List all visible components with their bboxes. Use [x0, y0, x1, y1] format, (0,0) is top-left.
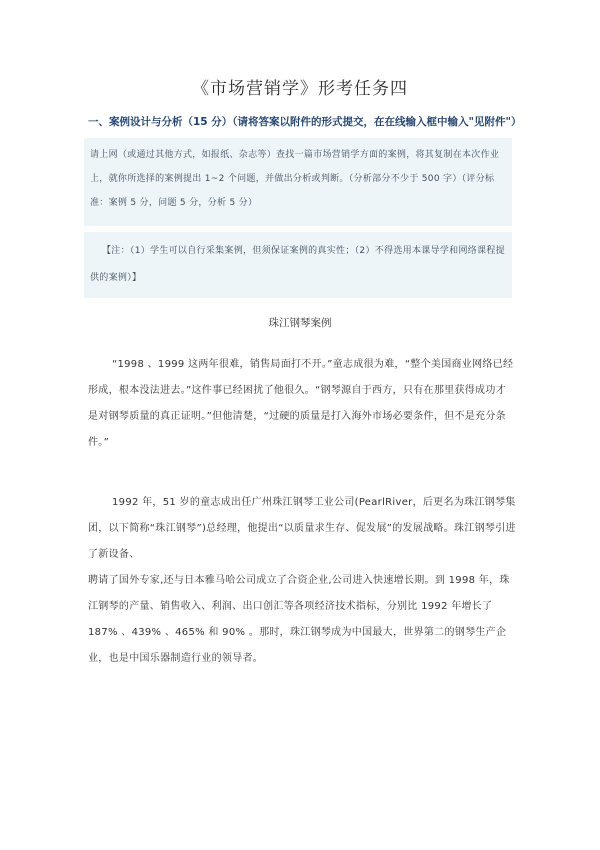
task-instructions-text: 请上网（或通过其他方式，如报纸、杂志等）查找一篇市场营销学方面的案例，将其复制在本次作业上，就你所选择的案例提出 1~2 个问题，并做出分析或判断。（分析部分不少于 500 字）（评分标准：案例 5 分，问题 5 分，分析 5 分）	[90, 150, 500, 208]
note-box	[84, 232, 512, 298]
page-title: 《市场营销学》形考任务四	[192, 79, 408, 99]
case-title: 珠江钢琴案例	[268, 317, 332, 329]
case-paragraph-2	[88, 490, 516, 568]
case-paragraph-1	[88, 352, 516, 456]
paragraph-text: 1992 年，51 岁的童志成出任广州珠江钢琴工业公司(PearlRiver，后更名为珠江钢琴集团，以下简称“珠江钢琴”)总经理，他提出“以质量求生存、促发展”的发展战略。珠江钢琴引进了新设备、	[88, 497, 516, 560]
section-heading: 一、案例设计与分析（15 分）（请将答案以附件的形式提交，在在线输入框中输入"见附件"）	[88, 116, 522, 128]
note-text: 【注：（1）学生可以自行采集案例，但须保证案例的真实性；（2）不得选用本课导学和网络课程提供的案例）】	[90, 246, 505, 283]
task-instructions-box	[84, 138, 512, 226]
paragraph-text: 聘请了国外专家,还与日本雅马哈公司成立了合资企业,公司进入快速增长期。到 1998 年，珠江钢琴的产量、销售收入、利润、出口创汇等各项经济技术指标，分别比 1992 年增长了 187% 、439% 、465% 和 90% 。那时，珠江钢琴成为中国最大，世界第二的钢琴生产企业，也是中国乐器制造行业的领导者。	[88, 575, 510, 664]
case-paragraph-3	[88, 568, 516, 672]
paragraph-text: “1998 、1999 这两年很难，销售局面打不开。”童志成很为难，“整个美国商业网络已经形成，根本没法进去。”这件事已经困扰了他很久。“钢琴源自于西方，只有在那里获得成功才是对钢琴质量的真正证明。”但他清楚，“过硬的质量是打入海外市场必要条件，但不是充分条件。”	[88, 359, 514, 448]
